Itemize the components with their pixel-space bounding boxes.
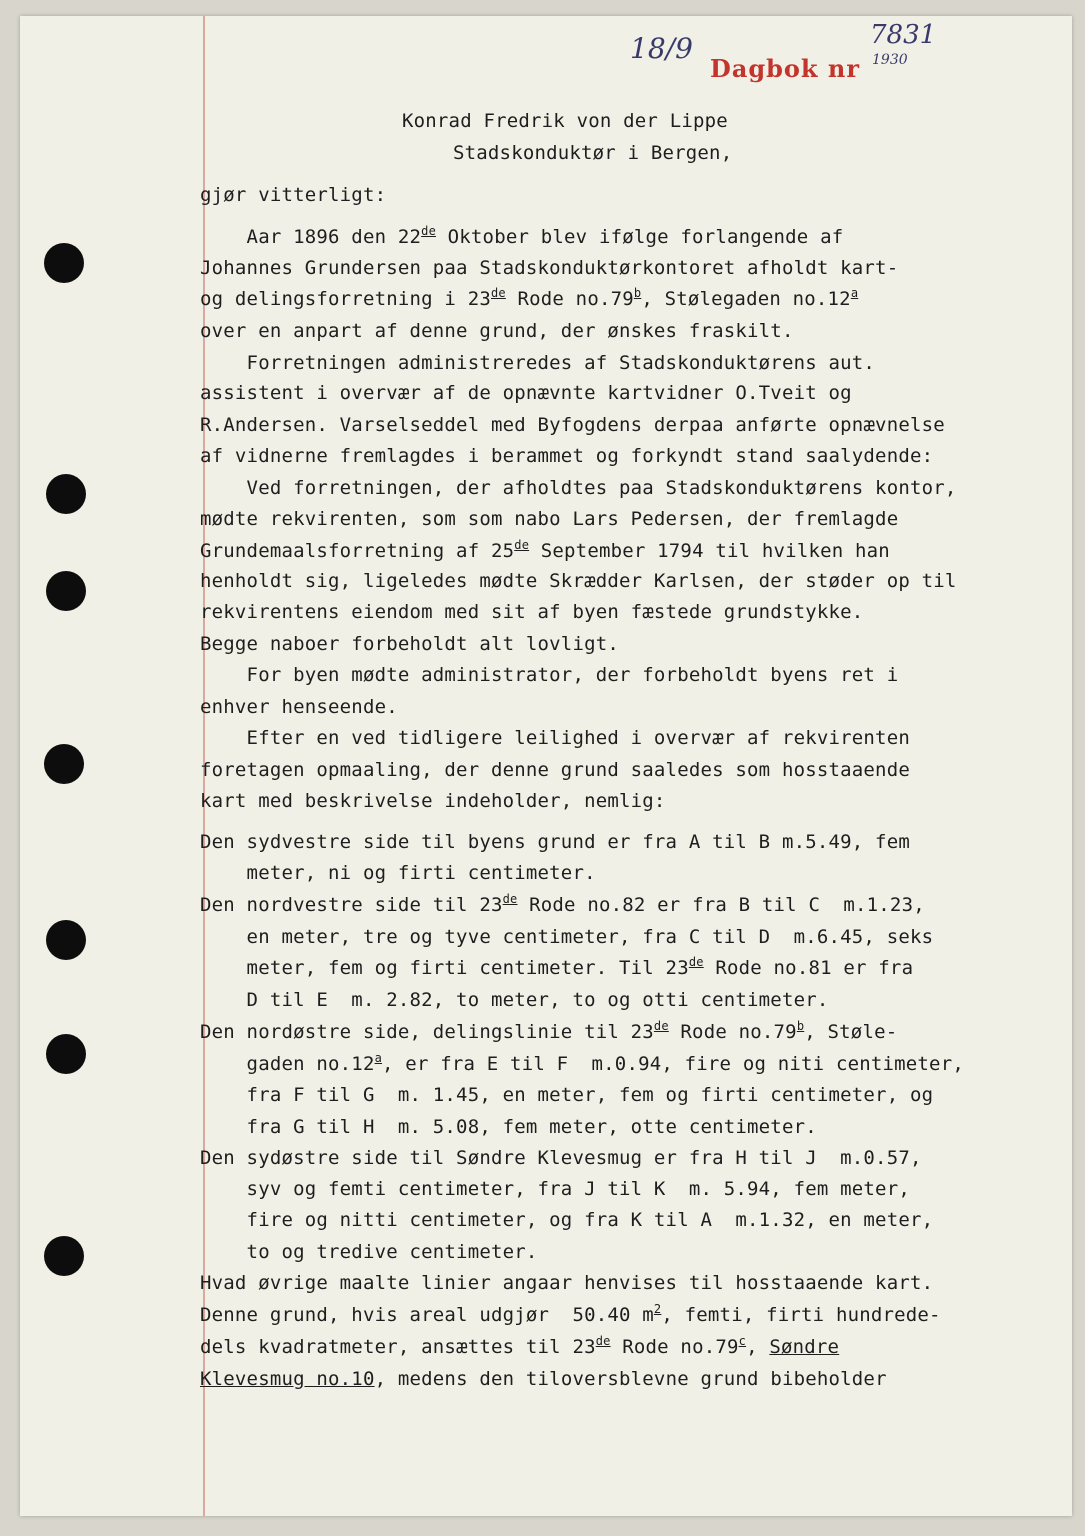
superscript: de bbox=[490, 286, 506, 300]
text-segment: , medens den tiloversblevne grund bibeholder bbox=[374, 1368, 887, 1390]
text-segment: Rode no.82 er fra B til C m.1.23, bbox=[517, 894, 925, 916]
handwritten-date: 18/9 bbox=[630, 32, 693, 65]
text-line: Ved forretningen, der afholdtes paa Stadskonduktørens kontor, bbox=[200, 477, 957, 499]
text-segment: Søndre bbox=[769, 1336, 840, 1358]
text-line bbox=[200, 288, 858, 310]
text-segment: Klevesmug no.10 bbox=[200, 1368, 375, 1390]
punch-hole bbox=[46, 1034, 86, 1074]
text-line: rekvirentens eiendom med sit af byen fæstede grundstykke. bbox=[200, 601, 864, 623]
superscript: b bbox=[633, 286, 642, 300]
superscript: de bbox=[502, 892, 518, 906]
superscript: c bbox=[738, 1334, 747, 1348]
text-segment: Rode no.79 bbox=[505, 288, 634, 310]
text-line: Efter en ved tidligere leilighed i overvær af rekvirenten bbox=[200, 727, 910, 749]
text-line: For byen mødte administrator, der forbeholdt byens ret i bbox=[200, 664, 899, 686]
text-line: foretagen opmaaling, der denne grund saaledes som hosstaaende bbox=[200, 759, 910, 781]
superscript: a bbox=[850, 286, 859, 300]
text-line: over en anpart af denne grund, der ønskes fraskilt. bbox=[200, 320, 794, 342]
text-line: R.Andersen. Varselseddel med Byfogdens derpaa anførte opnævnelse bbox=[200, 414, 945, 436]
text-segment: , Støle- bbox=[804, 1021, 898, 1043]
heading-opening: gjør vitterligt: bbox=[200, 184, 387, 206]
document-page bbox=[20, 16, 1072, 1516]
text-segment: , Stølegaden no.12 bbox=[641, 288, 851, 310]
text-line bbox=[200, 1304, 941, 1326]
text-line: en meter, tre og tyve centimeter, fra C til D m.6.45, seks bbox=[200, 926, 934, 948]
text-segment: meter, fem og firti centimeter. Til 23 bbox=[200, 957, 689, 979]
text-segment: Rode no.79 bbox=[610, 1336, 739, 1358]
text-line bbox=[200, 957, 913, 979]
text-segment: dels kvadratmeter, ansættes til 23 bbox=[200, 1336, 596, 1358]
text-segment: gaden no.12 bbox=[200, 1053, 375, 1075]
text-line: to og tredive centimeter. bbox=[200, 1241, 538, 1263]
text-line: fra F til G m. 1.45, en meter, fem og firti centimeter, og bbox=[200, 1084, 934, 1106]
text-segment: Den nordøstre side, delingslinie til 23 bbox=[200, 1021, 654, 1043]
text-line bbox=[200, 894, 925, 916]
text-line: enhver henseende. bbox=[200, 696, 398, 718]
text-line: Begge naboer forbeholdt alt lovligt. bbox=[200, 633, 620, 655]
text-segment: Grundemaalsforretning af 25 bbox=[200, 540, 515, 562]
punch-hole bbox=[46, 920, 86, 960]
text-line: Den sydøstre side til Søndre Klevesmug er fra H til J m.0.57, bbox=[200, 1147, 922, 1169]
text-line: af vidnerne fremlagdes i berammet og forkyndt stand saalydende: bbox=[200, 445, 934, 467]
punch-hole bbox=[46, 474, 86, 514]
record-year: 1930 bbox=[872, 52, 908, 68]
text-segment: , er fra E til F m.0.94, fire og niti centimeter, bbox=[382, 1053, 964, 1075]
superscript: de bbox=[595, 1334, 611, 1348]
text-segment: og delingsforretning i 23 bbox=[200, 288, 491, 310]
heading-title: Stadskonduktør i Bergen, bbox=[453, 142, 733, 164]
superscript: 2 bbox=[653, 1302, 662, 1316]
text-line: fire og nitti centimeter, og fra K til A m.1.32, en meter, bbox=[200, 1209, 934, 1231]
record-number: 7831 bbox=[870, 20, 937, 50]
superscript: a bbox=[374, 1051, 383, 1065]
text-line bbox=[200, 1053, 964, 1075]
text-line: meter, ni og firti centimeter. bbox=[200, 862, 596, 884]
text-segment: , bbox=[746, 1336, 770, 1358]
punch-hole bbox=[44, 1236, 84, 1276]
punch-hole bbox=[44, 744, 84, 784]
superscript: de bbox=[514, 538, 530, 552]
superscript: de bbox=[653, 1019, 669, 1033]
text-line bbox=[200, 540, 890, 562]
text-line bbox=[200, 1336, 839, 1358]
text-line: mødte rekvirenten, som som nabo Lars Pedersen, der fremlagde bbox=[200, 508, 899, 530]
text-line bbox=[200, 1368, 887, 1390]
text-line: Den sydvestre side til byens grund er fra A til B m.5.49, fem bbox=[200, 831, 910, 853]
text-line: Johannes Grundersen paa Stadskonduktørkontoret afholdt kart- bbox=[200, 257, 899, 279]
text-line: kart med beskrivelse indeholder, nemlig: bbox=[200, 790, 666, 812]
text-line: fra G til H m. 5.08, fem meter, otte centimeter. bbox=[200, 1116, 817, 1138]
text-segment: Oktober blev ifølge forlangende af bbox=[436, 226, 844, 248]
superscript: b bbox=[796, 1019, 805, 1033]
text-line: D til E m. 2.82, to meter, to og otti centimeter. bbox=[200, 989, 829, 1011]
text-line: Hvad øvrige maalte linier angaar henvises til hosstaaende kart. bbox=[200, 1272, 934, 1294]
text-line: Forretningen administreredes af Stadskonduktørens aut. bbox=[200, 352, 876, 374]
superscript: de bbox=[421, 224, 436, 238]
text-line: henholdt sig, ligeledes mødte Skrædder Karlsen, der støder op til bbox=[200, 570, 957, 592]
text-line bbox=[200, 226, 843, 248]
text-segment: , femti, firti hundrede- bbox=[661, 1304, 941, 1326]
text-segment: Rode no.79 bbox=[668, 1021, 797, 1043]
superscript: de bbox=[688, 955, 704, 969]
text-segment: September 1794 til hvilken han bbox=[529, 540, 890, 562]
text-line: assistent i overvær af de opnævnte kartvidner O.Tveit og bbox=[200, 382, 852, 404]
dagbok-stamp: Dagbok nr bbox=[710, 54, 861, 83]
text-segment: Rode no.81 er fra bbox=[703, 957, 914, 979]
text-line bbox=[200, 1021, 897, 1043]
punch-hole bbox=[44, 243, 84, 283]
text-line: syv og femti centimeter, fra J til K m. 5.94, fem meter, bbox=[200, 1178, 910, 1200]
punch-hole bbox=[46, 571, 86, 611]
heading-name: Konrad Fredrik von der Lippe bbox=[402, 110, 728, 132]
text-segment: Aar 1896 den 22 bbox=[200, 226, 422, 248]
text-segment: Denne grund, hvis areal udgjør 50.40 m bbox=[200, 1304, 654, 1326]
text-segment: Den nordvestre side til 23 bbox=[200, 894, 503, 916]
